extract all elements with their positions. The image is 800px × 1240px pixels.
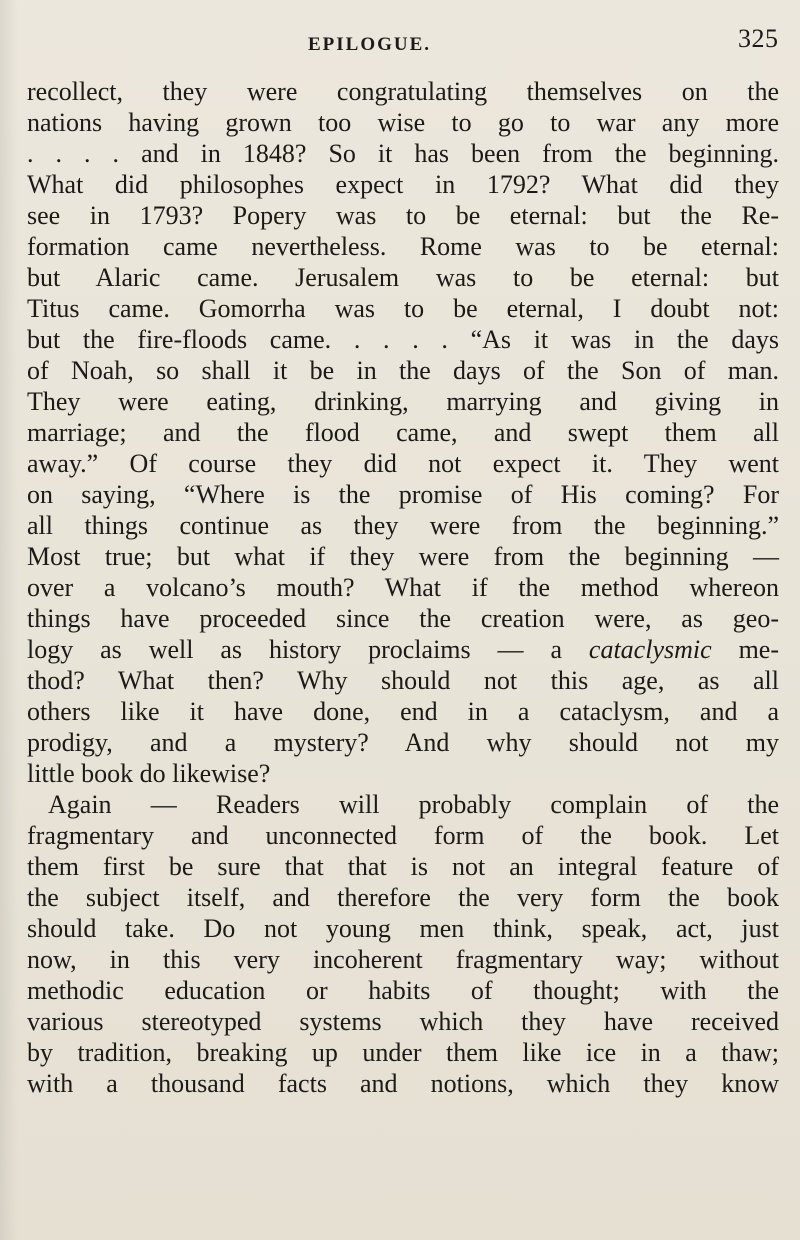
text-line: them first be sure that that is not an integral feature of [27, 852, 779, 881]
text-segment: logy as well as history proclaims — a [27, 635, 562, 664]
text-line: . . . . and in 1848? So it has been from the beginning. [27, 139, 779, 168]
text-line: What did philosophes expect in 1792? What did they [27, 170, 779, 199]
text-line: They were eating, drinking, marrying and giving in [27, 387, 779, 416]
text-line: now, in this very incoherent fragmentary way; without [27, 945, 779, 974]
text-line: others like it have done, end in a cataclysm, and a [27, 697, 779, 726]
text-line: away.” Of course they did not expect it. They went [27, 449, 779, 478]
body-text [27, 76, 779, 1099]
text-line: methodic education or habits of thought; with the [27, 976, 779, 1005]
text-line: by tradition, breaking up under them like ice in a thaw; [27, 1038, 779, 1067]
text-line: over a volcano’s mouth? What if the method whereon [27, 573, 779, 602]
running-title: EPILOGUE. [308, 34, 432, 55]
text-line: nations having grown too wise to go to war any more [27, 108, 779, 137]
text-segment: me- [711, 635, 779, 664]
page-number: 325 [738, 24, 779, 53]
text-line: with a thousand facts and notions, which they know [27, 1069, 779, 1098]
text-line: but the fire-floods came. . . . . “As it was in the days [27, 325, 779, 354]
paragraph-first-line: Again — Readers will probably complain of the [48, 790, 779, 819]
text-line: all things continue as they were from the beginning.” [27, 511, 779, 540]
text-line: Most true; but what if they were from the beginning — [27, 542, 779, 571]
text-line: formation came nevertheless. Rome was to be eternal: [27, 232, 779, 261]
text-line: should take. Do not young men think, speak, act, just [27, 914, 779, 943]
text-line: fragmentary and unconnected form of the book. Let [27, 821, 779, 850]
text-line: recollect, they were congratulating themselves on the [27, 77, 779, 106]
page-gutter-shadow [0, 0, 18, 1240]
text-line: thod? What then? Why should not this age, as all [27, 666, 779, 695]
text-line: of Noah, so shall it be in the days of the Son of man. [27, 356, 779, 385]
text-line-with-italic [27, 634, 779, 665]
text-line: prodigy, and a mystery? And why should not my [27, 728, 779, 757]
text-line: see in 1793? Popery was to be eternal: but the Re- [27, 201, 779, 230]
text-line: things have proceeded since the creation were, as geo- [27, 604, 779, 633]
paragraph-last-line: little book do likewise? [27, 759, 271, 788]
text-line: on saying, “Where is the promise of His coming? For [27, 480, 779, 509]
text-line: but Alaric came. Jerusalem was to be eternal: but [27, 263, 779, 292]
text-line: various stereotyped systems which they have received [27, 1007, 779, 1036]
running-head [0, 24, 800, 64]
text-line: the subject itself, and therefore the very form the book [27, 883, 779, 912]
text-line: marriage; and the flood came, and swept them all [27, 418, 779, 447]
italic-word: cataclysmic [588, 635, 712, 664]
text-line: Titus came. Gomorrha was to be eternal, I doubt not: [27, 294, 779, 323]
